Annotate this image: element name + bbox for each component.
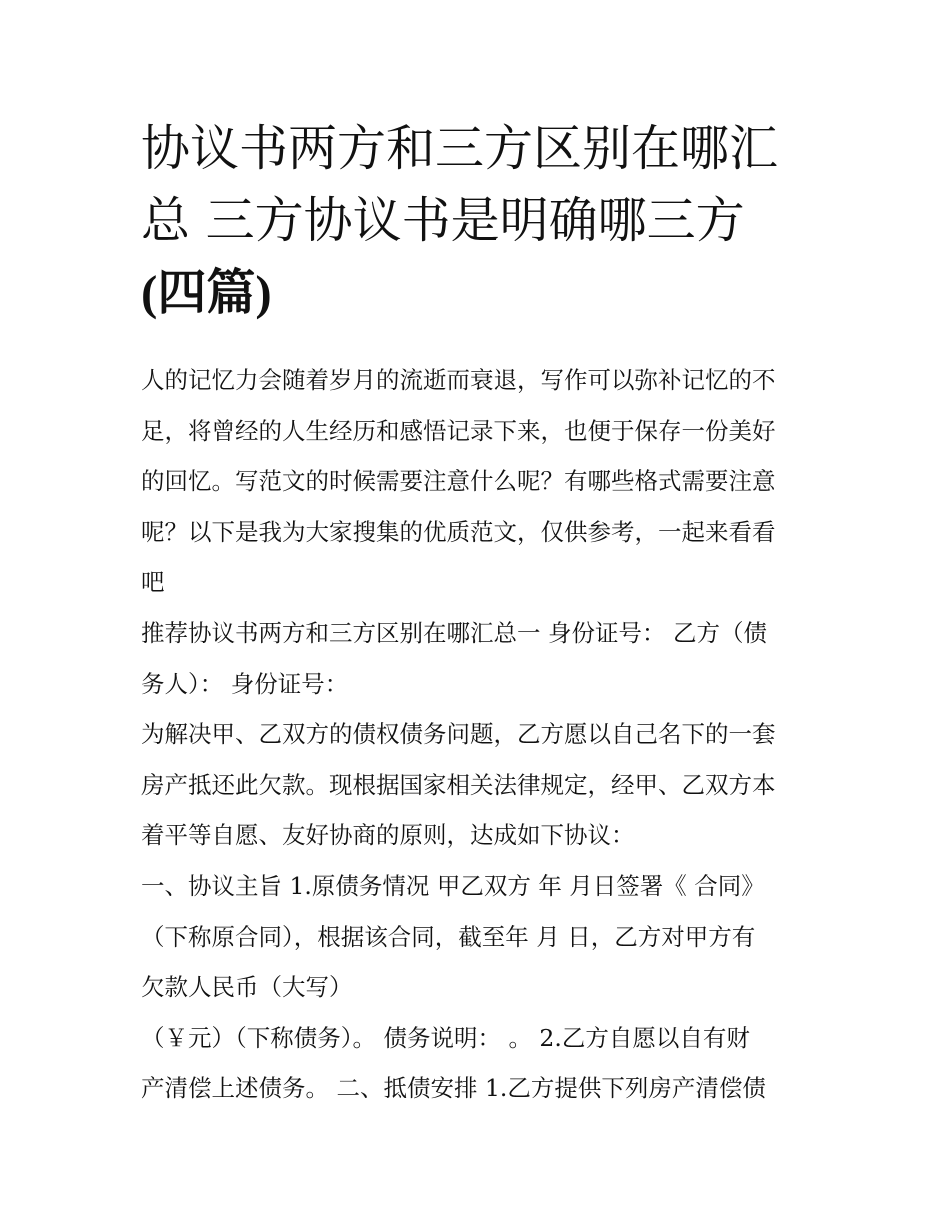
body-line: （下称原合同），根据该合同，截至年 月 日，乙方对甲方有 xyxy=(141,922,756,951)
title-line: (四篇) xyxy=(141,265,272,320)
body-line: （￥元）（下称债务）。 债务说明： 。 2.乙方自愿以自有财 xyxy=(141,1023,750,1052)
body-line: 吧 xyxy=(141,568,165,597)
title-line: 协议书两方和三方区别在哪汇 xyxy=(141,120,779,177)
body-line: 欠款人民币（大写） xyxy=(141,973,353,1002)
body-line: 的回忆。写范文的时候需要注意什么呢？有哪些格式需要注意 xyxy=(141,467,776,496)
body-line: 人的记忆力会随着岁月的流逝而衰退，写作可以弥补记忆的不 xyxy=(141,366,776,394)
body-line: 产清偿上述债务。 二、抵债安排 1.乙方提供下列房产清偿债 xyxy=(141,1074,766,1103)
document-title xyxy=(141,113,821,329)
body-line: 呢？以下是我为大家搜集的优质范文，仅供参考，一起来看看 xyxy=(141,517,776,546)
body-line: 房产抵还此欠款。现根据国家相关法律规定，经甲、乙双方本 xyxy=(141,770,776,799)
document-body xyxy=(141,355,821,1114)
title-line: 总 三方协议书是明确哪三方 xyxy=(141,192,745,249)
body-line: 务人）： 身份证号： xyxy=(141,669,349,698)
body-line: 一、协议主旨 1.原债务情况 甲乙双方 年 月日签署《 合同》 xyxy=(141,871,765,900)
body-line: 推荐协议书两方和三方区别在哪汇总一 身份证号： 乙方（债 xyxy=(141,618,767,647)
body-line: 为解决甲、乙双方的债权债务问题，乙方愿以自己名下的一套 xyxy=(141,720,776,749)
body-line: 着平等自愿、友好协商的原则，达成如下协议： xyxy=(141,821,635,850)
body-line: 足，将曾经的人生经历和感悟记录下来，也便于保存一份美好 xyxy=(141,416,776,445)
